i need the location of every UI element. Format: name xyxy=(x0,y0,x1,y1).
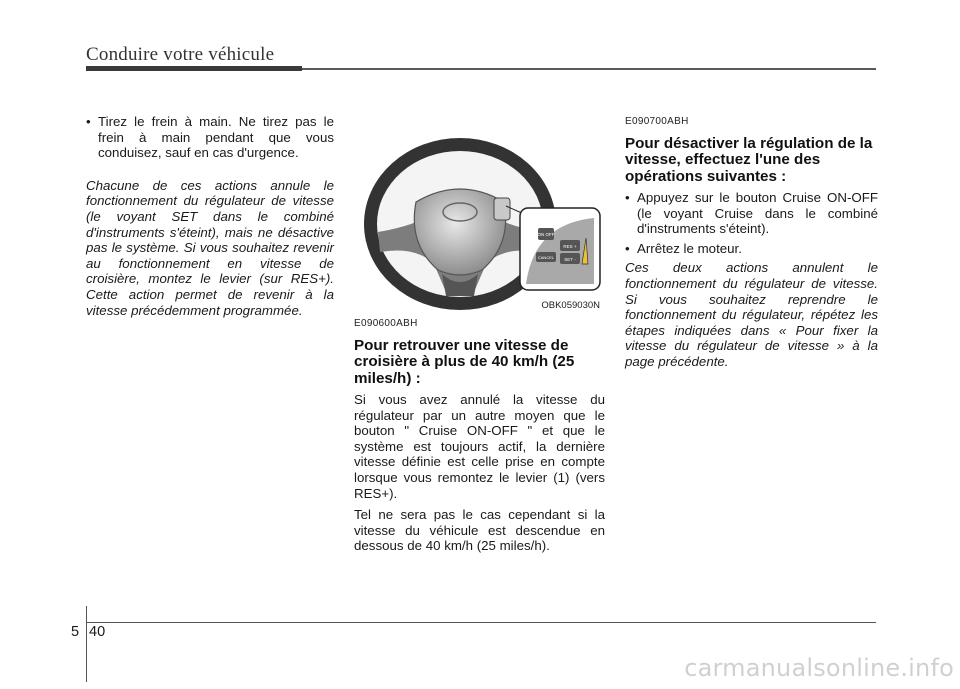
bullet-text: Tirez le frein à main. Ne tirez pas le frein à main pendant que vous conduisez, sauf en cas d'urgence. xyxy=(98,114,334,161)
header-rule-thin xyxy=(302,68,876,70)
figure-label: OBK059030N xyxy=(541,300,600,311)
steering-wheel-figure xyxy=(354,114,605,313)
page-header-title: Conduire votre véhicule xyxy=(86,44,275,65)
bullet-text: Appuyez sur le bouton Cruise ON-OFF (le voyant Cruise dans le combiné d'instruments s'éteint). xyxy=(637,190,878,237)
footer-rule-vertical xyxy=(86,606,87,682)
bullet-item xyxy=(86,114,334,161)
set-label: SET - xyxy=(564,257,576,262)
paragraph: Si vous avez annulé la vitesse du régulateur par un autre moyen que le bouton " Cruise ON-OFF " et que le système est toujours actif, la dernière vitesse définie est celle prise en compte lorsque vous remontez le levier (1) (vers RES+). xyxy=(354,392,605,501)
column-middle xyxy=(354,316,605,560)
bullet-dot: • xyxy=(86,114,91,129)
res-label: RES + xyxy=(563,244,577,249)
steering-wheel-illustration xyxy=(354,114,605,313)
bullet-dot: • xyxy=(625,240,630,256)
bullet-dot: • xyxy=(625,190,630,206)
page-number: 40 xyxy=(89,624,106,640)
watermark-text: carmanualsonline.info xyxy=(684,654,954,682)
column-right xyxy=(625,114,878,370)
italic-note: Ces deux actions annulent le fonctionnement du régulateur de vitesse. Si vous souhaitez reprendre le fonctionnement du régulateur, répétez les étapes indiquées dans « Pour fixer la vitesse du régulateur de vitesse » à la page précédente. xyxy=(625,260,878,370)
chapter-number: 5 xyxy=(71,624,80,640)
italic-note: Chacune de ces actions annule le fonctionnement du régulateur de vitesse (le voyant SET dans le combiné d'instruments s'éteint), mais ne désactive pas le système. Si vous souhaitez revenir au fonctionnement en vitesse de croisière, montez le levier (sur RES+). Cette action permet de revenir à la vitesse précédemment programmée. xyxy=(86,177,334,318)
cancel-label: CANCEL xyxy=(537,255,555,260)
header-rule-thick xyxy=(86,66,302,71)
bullet-item xyxy=(625,190,878,237)
paragraph: Tel ne sera pas le cas cependant si la vitesse du véhicule est descendue en dessous de 40 km/h (25 miles/h). xyxy=(354,507,605,554)
on-off-label: ON OFF xyxy=(537,232,555,237)
bullet-text: Arrêtez le moteur. xyxy=(637,240,742,256)
section-code: E090600ABH xyxy=(354,318,418,329)
section-heading: Pour désactiver la régulation de la vitesse, effectuez l'une des opérations suivantes : xyxy=(625,134,873,185)
section-code: E090700ABH xyxy=(625,116,689,127)
bullet-item xyxy=(625,241,878,257)
section-heading: Pour retrouver une vitesse de croisière à plus de 40 km/h (25 miles/h) : xyxy=(354,336,575,387)
wheel-control-buttons xyxy=(494,198,510,220)
column-left xyxy=(86,114,334,318)
footer-rule-horizontal xyxy=(86,622,876,623)
